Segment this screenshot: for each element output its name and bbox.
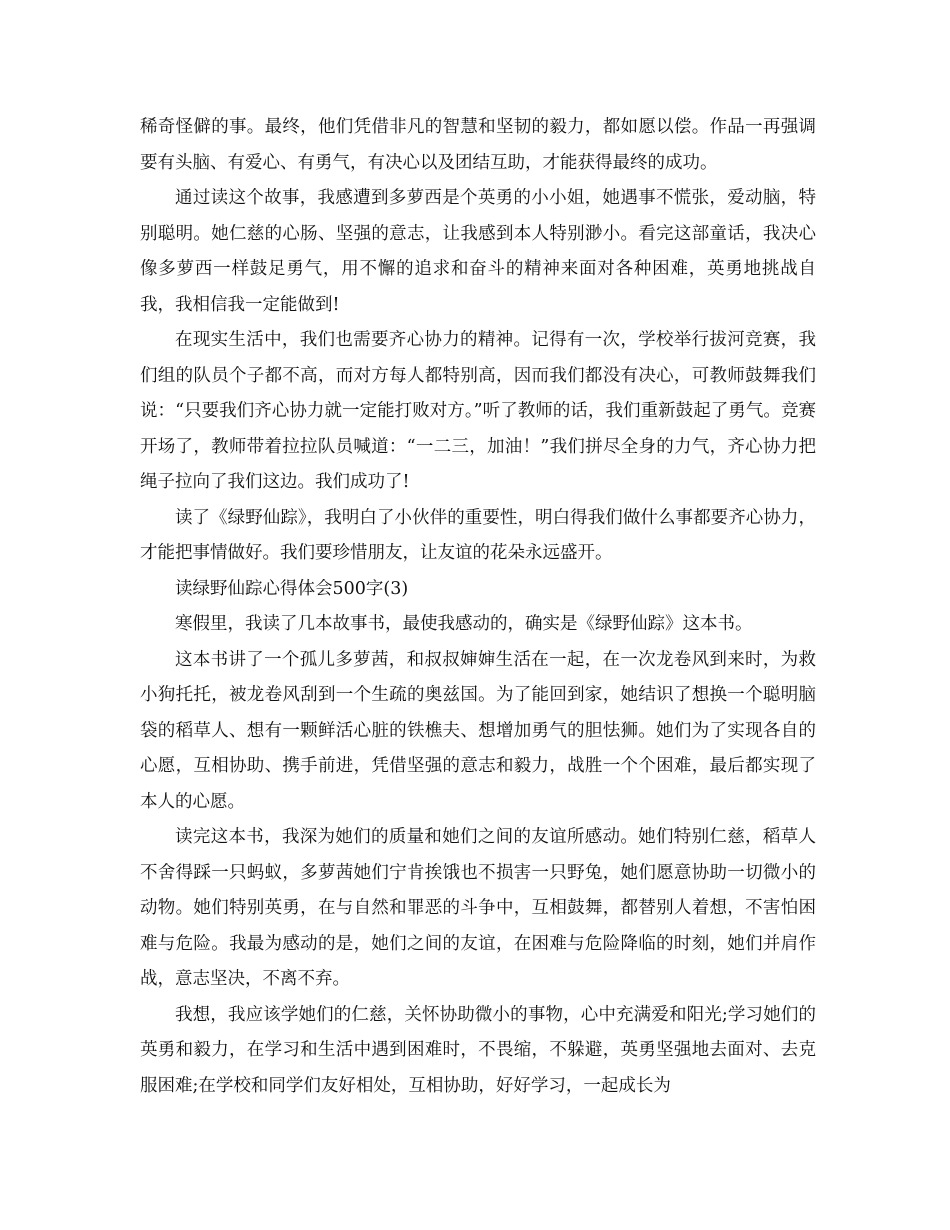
paragraph-7: 读完这本书，我深为她们的质量和她们之间的友谊所感动。她们特别仁慈，稻草人不舍得踩一只蚂蚁，多萝茜她们宁肯挨饿也不损害一只野兔，她们愿意协助一切微小的动物。她们特别英勇，在与自然和罪恶的斗争中，互相鼓舞，都替别人着想，不害怕困难与危险。我最为感动的是，她们之间的友谊，在困难与危险降临的时刻，她们并肩作战，意志坚决，不离不弃。 xyxy=(140,827,816,989)
section-heading: 读绿野仙踪心得体会500字(3) xyxy=(175,578,409,599)
paragraph-2: 通过读这个故事，我感遭到多萝西是个英勇的小小姐，她遇事不慌张，爱动脑，特别聪明。她仁慈的心肠、坚强的意志，让我感到本人特别渺小。看完这部童话，我决心像多萝西一样鼓足勇气，用不懈的追求和奋斗的精神来面对各种困难，英勇地挑战自我，我相信我一定能做到! xyxy=(140,188,816,315)
paragraph-3: 在现实生活中，我们也需要齐心协力的精神。记得有一次，学校举行拔河竞赛，我们组的队员个子都不高，而对方每人都特别高，因而我们都没有决心，可教师鼓舞我们说：“只要我们齐心协力就一定能打败对方。”听了教师的话，我们重新鼓起了勇气。竞赛开场了，教师带着拉拉队员喊道：“一二三，加油！”我们拼尽全身的力气，齐心协力把绳子拉向了我们这边。我们成功了! xyxy=(140,330,816,492)
paragraph-1: 稀奇怪僻的事。最终，他们凭借非凡的智慧和坚韧的毅力，都如愿以偿。作品一再强调要有头脑、有爱心、有勇气，有决心以及团结互助，才能获得最终的成功。 xyxy=(140,117,816,173)
document-body xyxy=(140,110,816,1104)
paragraph-6: 这本书讲了一个孤儿多萝茜，和叔叔婶婶生活在一起，在一次龙卷风到来时，为救小狗托托，被龙卷风刮到一个生疏的奥兹国。为了能回到家，她结识了想换一个聪明脑袋的稻草人、想有一颗鲜活心脏的铁樵夫、想增加勇气的胆怯狮。她们为了实现各自的心愿，互相协助、携手前进，凭借坚强的意志和毅力，战胜一个个困难，最后都实现了本人的心愿。 xyxy=(140,649,816,812)
paragraph-4: 读了《绿野仙踪》，我明白了小伙伴的重要性，明白得我们做什么事都要齐心协力，才能把事情做好。我们要珍惜朋友，让友谊的花朵永远盛开。 xyxy=(140,507,816,563)
paragraph-8: 我想，我应该学她们的仁慈，关怀协助微小的事物，心中充满爱和阳光;学习她们的英勇和毅力，在学习和生活中遇到困难时，不畏缩，不躲避，英勇坚强地去面对、去克服困难;在学校和同学们友好相处，互相协助，好好学习，一起成长为 xyxy=(140,1004,816,1096)
paragraph-5: 寒假里，我读了几本故事书，最使我感动的，确实是《绿野仙踪》这本书。 xyxy=(175,614,753,634)
